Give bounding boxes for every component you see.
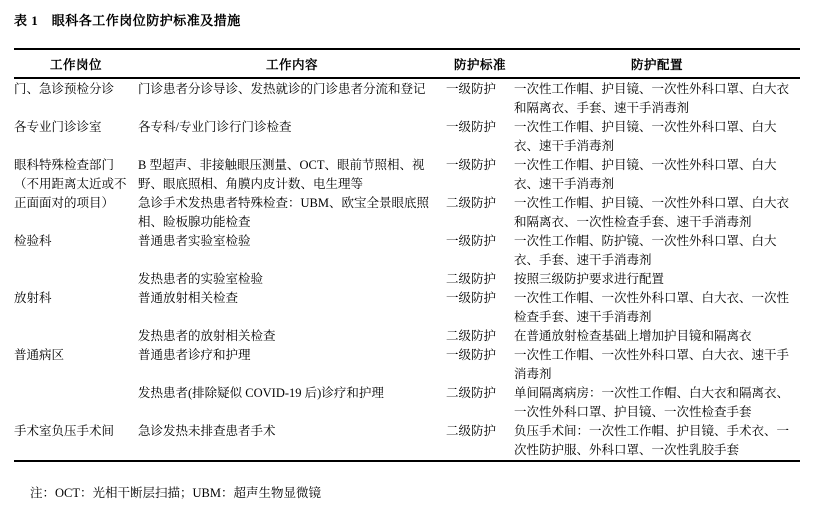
cell-position: 检验科: [14, 234, 52, 248]
cell-content: 急诊发热未排查患者手术: [138, 424, 276, 438]
cell-standard: 一级防护: [446, 291, 497, 305]
cell-standard: 二级防护: [446, 196, 497, 210]
cell-config: 一次性工作帽、护目镜、一次性外科口罩、白大衣和隔离衣、手套、速干手消毒剂: [514, 82, 790, 115]
cell-content: 普通患者诊疗和护理: [138, 348, 251, 362]
cell-standard: 二级防护: [446, 329, 497, 343]
column-header-config: 防护配置: [514, 49, 800, 78]
cell-position: 普通病区: [14, 348, 65, 362]
column-header-standard: 防护标准: [446, 49, 514, 78]
table-row: [14, 346, 800, 384]
cell-position: 眼科特殊检查部门（不用距离太近或不正面面对的项目）: [14, 158, 127, 210]
table-footnote: 注：OCT：光相干断层扫描；UBM：超声生物显微镜: [30, 486, 321, 500]
cell-content: 发热患者的放射相关检查: [138, 329, 276, 343]
cell-config: 一次性工作帽、一次性外科口罩、白大衣、速干手消毒剂: [514, 348, 790, 381]
cell-standard: 一级防护: [446, 234, 497, 248]
cell-content: 普通放射相关检查: [138, 291, 239, 305]
cell-standard: 一级防护: [446, 348, 497, 362]
cell-position: 手术室负压手术间: [14, 424, 115, 438]
cell-content: 各专科/专业门诊行门诊检查: [138, 120, 292, 134]
cell-config: 负压手术间：一次性工作帽、护目镜、手术衣、一次性防护服、外科口罩、一次性乳胶手套: [514, 424, 790, 457]
cell-content: 发热患者(排除疑似 COVID-19 后)诊疗和护理: [138, 386, 384, 400]
protection-standards-table: [14, 48, 800, 462]
column-header-content: 工作内容: [138, 49, 446, 78]
cell-content: 门诊患者分诊导诊、发热就诊的门诊患者分流和登记: [138, 82, 426, 96]
column-header-position: 工作岗位: [14, 49, 138, 78]
cell-standard: 二级防护: [446, 386, 497, 400]
cell-standard: 一级防护: [446, 120, 497, 134]
cell-standard: 一级防护: [446, 82, 497, 96]
table-row: [14, 118, 800, 156]
table-row: [14, 156, 800, 194]
cell-content: 普通患者实验室检验: [138, 234, 251, 248]
cell-position: 放射科: [14, 291, 52, 305]
table-row: [14, 78, 800, 118]
table-row: [14, 289, 800, 327]
table-row: [14, 232, 800, 270]
cell-config: 单间隔离病房：一次性工作帽、白大衣和隔离衣、一次性外科口罩、护目镜、一次性检查手套: [514, 386, 790, 419]
cell-content: B 型超声、非接触眼压测量、OCT、眼前节照相、视野、眼底照相、角膜内皮计数、电生理等: [138, 158, 425, 191]
cell-config: 在普通放射检查基础上增加护目镜和隔离衣: [514, 329, 752, 343]
cell-config: 一次性工作帽、护目镜、一次性外科口罩、白大衣、速干手消毒剂: [514, 120, 777, 153]
cell-config: 按照三级防护要求进行配置: [514, 272, 665, 286]
cell-config: 一次性工作帽、防护镜、一次性外科口罩、白大衣、手套、速干手消毒剂: [514, 234, 777, 267]
cell-position: 各专业门诊诊室: [14, 120, 102, 134]
cell-content: 发热患者的实验室检验: [138, 272, 264, 286]
table-caption: 表 1 眼科各工作岗位防护标准及措施: [14, 13, 241, 28]
cell-position: 门、急诊预检分诊: [14, 82, 115, 96]
cell-standard: 二级防护: [446, 272, 497, 286]
cell-content: 急诊手术发热患者特殊检查：UBM、欧宝全景眼底照相、睑板腺功能检查: [138, 196, 429, 229]
cell-config: 一次性工作帽、护目镜、一次性外科口罩、白大衣和隔离衣、一次性检查手套、速干手消毒剂: [514, 196, 790, 229]
cell-standard: 一级防护: [446, 158, 497, 172]
table-row: [14, 422, 800, 461]
cell-standard: 二级防护: [446, 424, 497, 438]
table-header-row: [14, 49, 800, 78]
cell-config: 一次性工作帽、一次性外科口罩、白大衣、一次性检查手套、速干手消毒剂: [514, 291, 790, 324]
cell-config: 一次性工作帽、护目镜、一次性外科口罩、白大衣、速干手消毒剂: [514, 158, 777, 191]
